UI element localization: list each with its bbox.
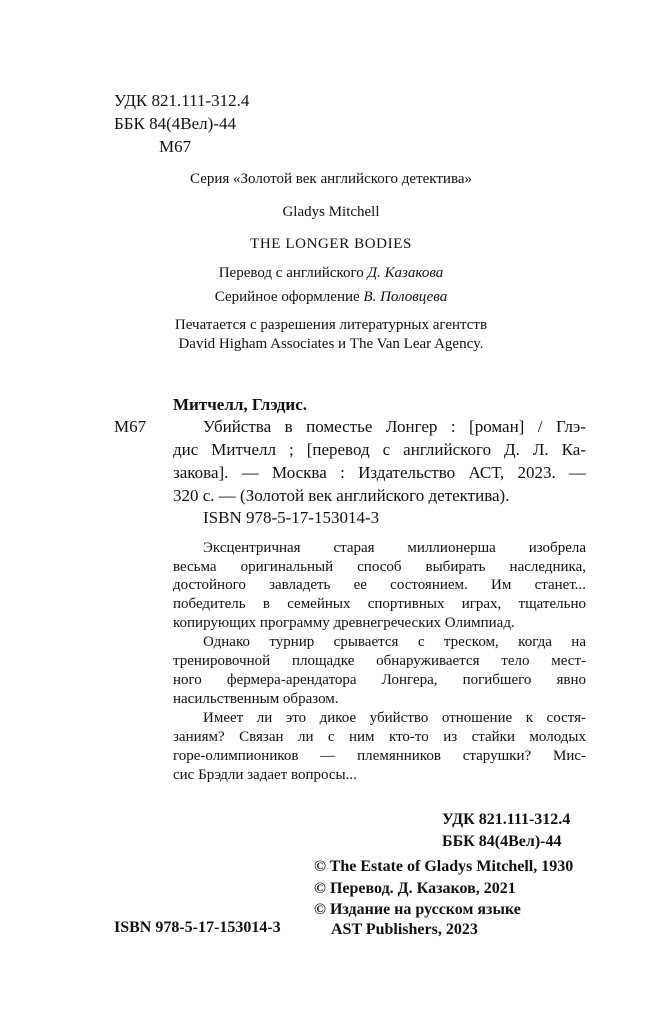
permission-line-2: David Higham Associates и The Van Lear Agency.	[178, 336, 484, 352]
annotation-line: насильственным образом.	[173, 691, 339, 707]
annotation-line: копирующих программу древнегреческих Олимпиад.	[173, 615, 515, 631]
catalog-author: Митчелл, Глэдис.	[173, 395, 307, 414]
catalog-line: Убийства в поместье Лонгер : [роман] / Глэ-	[203, 417, 586, 436]
original-author: Gladys Mitchell	[282, 204, 380, 220]
annotation-line: достойного завладеть ее состоянием. Им станет...	[173, 577, 586, 593]
design-prefix: Серийное оформление	[214, 289, 364, 305]
copyright-line: © Издание на русском языке	[314, 901, 521, 918]
annotation-line: ного фермера-арендатора Лонгера, погибшего явно	[173, 672, 586, 688]
annotation-line: заниям? Связан ли с ним кто-то из стайки молодых	[173, 729, 586, 745]
original-title: THE LONGER BODIES	[250, 236, 412, 252]
translation-credit	[0, 263, 662, 283]
annotation-line: сис Брэдли задает вопросы...	[173, 767, 357, 783]
design-credit	[0, 287, 662, 307]
series-line: Серия «Золотой век английского детектива»	[190, 171, 472, 187]
permission-line-1: Печатается с разрешения литературных агентств	[174, 317, 488, 333]
isbn-footer: ISBN 978-5-17-153014-3	[114, 919, 281, 936]
classification-bbk: ББК 84(4Вел)-44	[442, 833, 562, 850]
annotation-line: Однако турнир срывается с треском, когда на	[203, 634, 586, 650]
annotation-line: Имеет ли это дикое убийство отношение к состя-	[203, 710, 586, 726]
author-mark: М67	[159, 137, 192, 156]
annotation-line: тренировочной площадке обнаруживается тело мест-	[173, 653, 586, 669]
annotation-line: горе-олимпиоников — племянников старушки? Мис-	[173, 748, 586, 764]
annotation-line: Эксцентричная старая миллионерша изобрела	[203, 540, 586, 556]
annotation-line: победитель в семейных спортивных играх, тщательно	[173, 596, 586, 612]
catalog-mark: М67	[114, 417, 147, 436]
catalog-line: 320 с. — (Золотой век английского детектива).	[173, 486, 510, 505]
catalog-line: дис Митчелл ; [перевод с английского Д. Л. Ка-	[173, 440, 586, 459]
annotation-line: весьма оригинальный способ выбирать наследника,	[173, 559, 586, 575]
copyright-line: © The Estate of Gladys Mitchell, 1930	[314, 858, 574, 875]
designer-name: В. Половцева	[363, 289, 448, 305]
catalog-isbn: ISBN 978-5-17-153014-3	[203, 508, 380, 527]
catalog-line: закова]. — Москва : Издательство АСТ, 2023. —	[173, 463, 586, 482]
copyright-line: © Перевод. Д. Казаков, 2021	[314, 880, 516, 897]
classification-udk: УДК 821.111-312.4	[442, 811, 571, 828]
udk-code: УДК 821.111-312.4	[114, 91, 250, 110]
translator-name: Д. Казакова	[367, 265, 444, 281]
copyright-line: AST Publishers, 2023	[331, 921, 478, 938]
translation-prefix: Перевод с английского	[218, 265, 368, 281]
bbk-code: ББК 84(4Вел)-44	[114, 114, 236, 133]
